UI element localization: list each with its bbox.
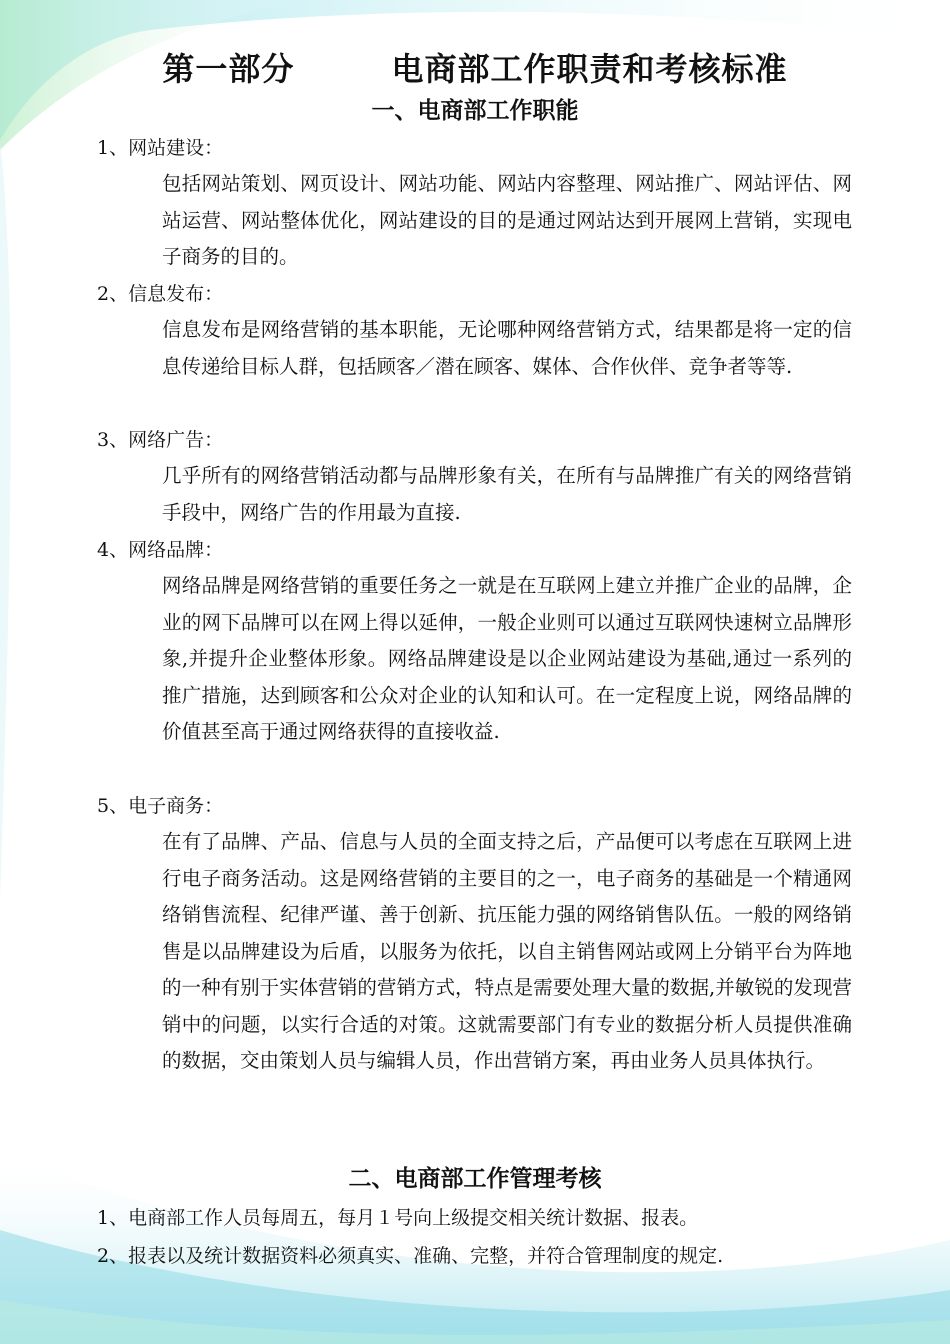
item3-paragraph: 几乎所有的网络营销活动都与品牌形象有关，在所有与品牌推广有关的网络营销手段中，网络广告的作用最为直接. [162, 464, 852, 524]
item5-label: 5、电子商务： [97, 795, 224, 817]
rule-item-2: 2、报表以及统计数据资料必须真实、准确、完整，并符合管理制度的规定. [97, 1245, 724, 1267]
section2-heading: 二、电商部工作管理考核 [348, 1166, 602, 1192]
section1-heading: 一、电商部工作职能 [371, 98, 579, 124]
item2-label: 2、信息发布： [97, 283, 224, 305]
item4-label: 4、网络品牌： [97, 539, 224, 561]
item1-label: 1、网站建设： [97, 137, 224, 159]
item4-paragraph: 网络品牌是网络营销的重要任务之一就是在互联网上建立并推广企业的品牌，企业的网下品牌可以在网上得以延伸，一般企业则可以通过互联网快速树立品牌形象,并提升企业整体形象。网络品牌建设是以企业网站建设为基础,通过一系列的推广措施，达到顾客和公众对企业的认知和认可。在一定程度上说，网络品牌的价值甚至高于通过网络获得的直接收益. [162, 574, 852, 743]
item2-paragraph: 信息发布是网络营销的基本职能，无论哪种网络营销方式，结果都是将一定的信息传递给目标人群，包括顾客／潜在顾客、媒体、合作伙伴、竞争者等等. [162, 318, 852, 378]
document-title: 第一部分 电商部工作职责和考核标准 [162, 50, 788, 88]
item5-paragraph: 在有了品牌、产品、信息与人员的全面支持之后，产品便可以考虑在互联网上进行电子商务活动。这是网络营销的主要目的之一，电子商务的基础是一个精通网络销售流程、纪律严谨、善于创新、抗压能力强的网络销售队伍。一般的网络销售是以品牌建设为后盾，以服务为依托，以自主销售网站或网上分销平台为阵地的一种有别于实体营销的营销方式，特点是需要处理大量的数据,并敏锐的发现营销中的问题，以实行合适的对策。这就需要部门有专业的数据分析人员提供准确的数据，交由策划人员与编辑人员，作出营销方案，再由业务人员具体执行。 [162, 830, 852, 1072]
item3-label: 3、网络广告： [97, 429, 224, 451]
rule-item-1: 1、电商部工作人员每周五，每月１号向上级提交相关统计数据、报表。 [97, 1207, 699, 1229]
item1-paragraph: 包括网站策划、网页设计、网站功能、网站内容整理、网站推广、网站评估、网站运营、网站整体优化，网站建设的目的是通过网站达到开展网上营销，实现电子商务的目的。 [162, 172, 852, 268]
